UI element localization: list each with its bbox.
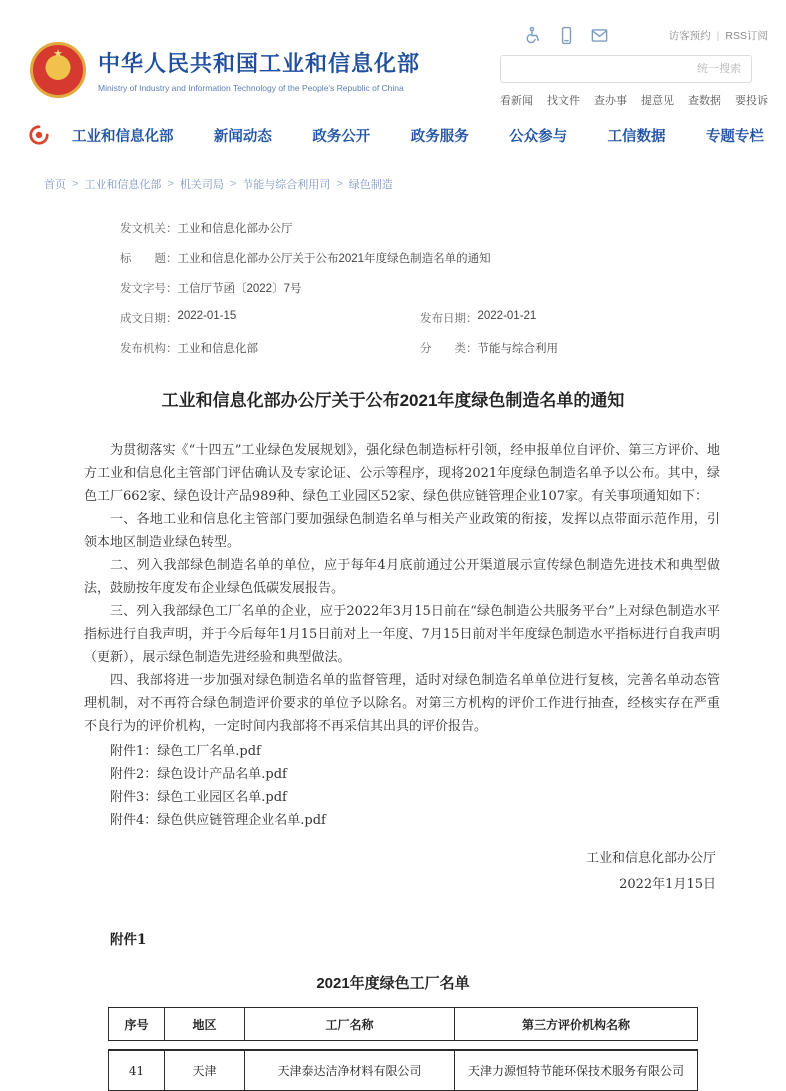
site-title: 中华人民共和国工业和信息化部 [98, 51, 421, 76]
site-brand [30, 32, 420, 108]
breadcrumb-home[interactable]: 首页 [44, 179, 66, 191]
site-header [0, 0, 786, 108]
breadcrumb-separator: > [229, 178, 237, 190]
attachment-links [84, 740, 720, 832]
mobile-icon[interactable] [557, 26, 576, 45]
issuing-office-label: 发文机关： [120, 223, 178, 235]
body-paragraph: 三、列入我部绿色工厂名单的企业，应于2022年3月15日前在“绿色制造公共服务平台”上对绿色制造水平指标进行自我声明，并于今后每年1月15日前对上一年度、7月15日前对半年度绿色制造水平指标进行自我声明（更新），展示绿色制造先进经验和典型做法。 [84, 604, 720, 665]
annex-label: 附件1 [110, 932, 147, 948]
attachment-link-1[interactable]: 附件1：绿色工厂名单.pdf [110, 744, 261, 759]
national-emblem-logo [30, 42, 86, 98]
attachment-link-4[interactable]: 附件4：绿色供应链管理企业名单.pdf [110, 813, 326, 828]
breadcrumb-separator: > [72, 178, 79, 190]
cell-region: 天津 [165, 1051, 245, 1090]
table-header-row [108, 1007, 698, 1041]
search-box [500, 55, 768, 83]
quick-link-files[interactable]: 找文件 [547, 95, 580, 107]
date-published-value: 2022-01-21 [477, 310, 537, 322]
table-row [108, 1049, 698, 1091]
doc-number-value: 工信厅节函〔2022〕7号 [177, 283, 302, 295]
category-value: 节能与综合利用 [477, 343, 558, 355]
doc-title-value: 工业和信息化部办公厅关于公布2021年度绿色制造名单的通知 [177, 253, 491, 265]
nav-item-news[interactable]: 新闻动态 [213, 128, 272, 145]
mail-icon[interactable] [590, 26, 609, 45]
sign-date: 2022年1月15日 [619, 877, 716, 892]
breadcrumb-miit[interactable]: 工业和信息化部 [84, 179, 162, 191]
doc-number-label: 发文字号： [120, 283, 178, 295]
cell-evaluator-name: 天津力源恒特节能环保技术服务有限公司 [467, 1064, 684, 1078]
publisher-value: 工业和信息化部 [177, 343, 258, 355]
visitor-appointment-link[interactable]: 访客预约 [668, 30, 711, 42]
table-gap [108, 1041, 698, 1049]
breadcrumb-energy-dept[interactable]: 节能与综合利用司 [242, 179, 331, 191]
col-header-region: 地区 [165, 1008, 245, 1040]
quick-link-suggest[interactable]: 提意见 [641, 95, 674, 107]
search-input[interactable] [500, 55, 752, 83]
attachment-link-2[interactable]: 附件2：绿色设计产品名单.pdf [110, 767, 287, 782]
breadcrumb [0, 158, 786, 198]
quick-link-data[interactable]: 查数据 [688, 95, 721, 107]
top-link-divider: | [716, 29, 720, 42]
col-header-factory-name: 工厂名称 [245, 1008, 455, 1040]
date-written-value: 2022-01-15 [177, 310, 237, 322]
col-header-index: 序号 [109, 1008, 165, 1040]
accessibility-icon[interactable] [524, 26, 543, 45]
document-meta [120, 220, 680, 356]
breadcrumb-separator: > [336, 178, 343, 190]
col-header-evaluator-name: 第三方评价机构名称 [521, 1017, 630, 1032]
nav-item-topics[interactable]: 专题专栏 [705, 128, 764, 145]
nav-item-gov-disclosure[interactable]: 政务公开 [312, 128, 371, 145]
quick-link-news[interactable]: 看新闻 [500, 95, 533, 107]
nav-item-miit[interactable]: 工业和信息化部 [72, 128, 174, 145]
green-factory-table [108, 1007, 698, 1091]
document-body [84, 439, 720, 738]
quick-link-services[interactable]: 查办事 [594, 95, 627, 107]
page-title: 工业和信息化部办公厅关于公布2021年度绿色制造名单的通知 [161, 391, 625, 410]
body-paragraph: 一、各地工业和信息化主管部门要加强绿色制造名单与相关产业政策的衔接，发挥以点带面示范作用，引领本地区制造业绿色转型。 [84, 512, 720, 550]
date-published-label: 发布日期： [420, 313, 478, 325]
category-label: 分 类： [420, 343, 478, 355]
nav-item-data[interactable]: 工信数据 [607, 128, 666, 145]
nav-item-public-participation[interactable]: 公众参与 [509, 128, 568, 145]
attachment-link-3[interactable]: 附件3：绿色工业园区名单.pdf [110, 790, 287, 805]
doc-title-label: 标 题： [120, 253, 178, 265]
publisher-label: 发布机构： [120, 343, 178, 355]
miit-gear-icon [28, 124, 50, 146]
body-paragraph: 为贯彻落实《“十四五”工业绿色发展规划》，强化绿色制造标杆引领，经申报单位自评价、第三方评价、地方工业和信息化主管部门评估确认及专家论证、公示等程序，现将2021年度绿色制造名单予以公布。其中，绿色工厂662家、绿色设计产品989种、绿色工业园区52家、绿色供应链管理企业107家。有关事项通知如下： [84, 443, 720, 504]
cell-factory-name: 天津泰达洁净材料有限公司 [245, 1051, 455, 1090]
table-title: 2021年度绿色工厂名单 [316, 975, 470, 992]
main-nav [0, 108, 786, 158]
rss-subscribe-link[interactable]: RSS订阅 [725, 30, 768, 42]
cell-index: 41 [109, 1051, 165, 1090]
date-written-label: 成文日期： [120, 313, 178, 325]
site-subtitle: Ministry of Industry and Information Technology of the People's Republic of China [98, 83, 404, 93]
breadcrumb-departments[interactable]: 机关司局 [179, 179, 224, 191]
signature-block [0, 846, 716, 898]
signer-name: 工业和信息化部办公厅 [585, 851, 716, 866]
body-paragraph: 四、我部将进一步加强对绿色制造名单的监督管理，适时对绿色制造名单单位进行复核，完善名单动态管理机制，对不再符合绿色制造评价要求的单位予以除名。对第三方机构的评价工作进行抽查，经核实存在严重不良行为的评价机构，一定时间内我部将不再采信其出具的评价报告。 [84, 673, 720, 734]
nav-item-gov-services[interactable]: 政务服务 [410, 128, 469, 145]
body-paragraph: 二、列入我部绿色制造名单的单位，应于每年4月底前通过公开渠道展示宣传绿色制造先进技术和典型做法，鼓励按年度发布企业绿色低碳发展报告。 [84, 558, 720, 596]
breadcrumb-green-manufacturing[interactable]: 绿色制造 [348, 179, 393, 191]
breadcrumb-separator: > [167, 178, 174, 190]
quick-link-complaint[interactable]: 要投诉 [735, 95, 768, 107]
issuing-office-value: 工业和信息化部办公厅 [177, 223, 293, 235]
